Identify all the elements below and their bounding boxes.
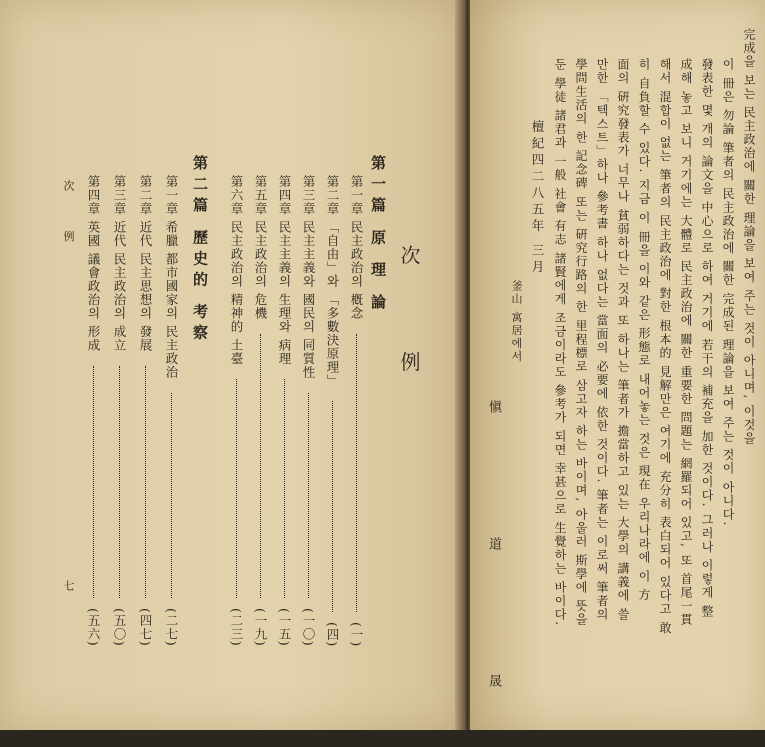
leader-dots (119, 366, 120, 598)
toc-page: (一九) (253, 608, 268, 647)
part2-title: 第二篇 歷史的 考察 (191, 155, 209, 346)
toc-page: (五〇) (112, 608, 127, 647)
toc-page: (一〇) (301, 608, 316, 647)
toc-entry-2-4 (84, 175, 102, 647)
toc-chapter: 第五章 民主政治의 危機 (253, 175, 268, 320)
leader-dots (284, 379, 285, 598)
preface-line-10: 둔 學徒 諸君과 一般 社會 有志 諸賢에게 조금이라도 參考가 되면 幸甚으로 生覺하는 바이다. (553, 58, 567, 627)
preface-author: 愼 道 晟 (486, 400, 501, 747)
running-head: 次 例 (62, 180, 75, 260)
toc-entry-1-3 (299, 175, 317, 647)
right-page (470, 0, 765, 747)
toc-page: (二三) (229, 608, 244, 647)
preface-line-3: 發表한 몇 개의 論文을 中心으로 하여 거기에 若干의 補充을 加한 것이다. 그러나 이렇게 整 (700, 58, 714, 619)
leader-dots (236, 379, 237, 598)
toc-entry-1-1 (347, 175, 365, 647)
leader-dots (93, 366, 94, 598)
toc-chapter: 第一章 希臘 都市國家의 民主政治 (164, 175, 179, 379)
toc-chapter: 第四章 英國 議會政治의 形成 (86, 175, 101, 352)
toc-title: 次 例 (397, 245, 421, 412)
toc-page: (四七) (138, 608, 153, 647)
leader-dots (332, 401, 333, 611)
preface-line-4: 成해 놓고 보니 거기에는 大體로 民主政治에 關한 重要한 問題는 網羅되어 있고, 또 首尾一貫 (679, 58, 693, 627)
preface-place: 釜山 寓居에서 (510, 280, 523, 364)
toc-page: (一) (349, 621, 364, 647)
toc-page: (二七) (164, 608, 179, 647)
preface-line-9: 學問生活의 한 記念碑 또는 硏究行路의 한 里程標로 삼고자 하는 바이며, 아울러 斯學에 뜻을 (574, 58, 588, 627)
toc-chapter: 第四章 民主主義의 生理와 病理 (277, 175, 292, 366)
leader-dots (145, 366, 146, 598)
preface-line-7: 面의 硏究發表가 너무나 貧弱하다는 것과 또 하나는 筆者가 擔當하고 있는 大學의 講義에 쓸 (616, 58, 630, 622)
preface-line-8: 만한 「텍스트」하나 參考書 하나 없다는 當面의 必要에 依한 것이다. 筆者는 이로써 筆者의 (595, 58, 609, 622)
leader-dots (308, 393, 309, 598)
preface-line-6: 히 自負할 수 있다. 지금 이 冊을 이와 같은 形態로 내어놓는 것은 現在 우리나라에 이 方 (637, 58, 651, 603)
preface-line-2: 이 冊은 勿論 筆者의 民主政治에 關한 完成된 理論을 보여 주는 것이 아니다. (721, 58, 735, 527)
preface-line-1: 完成을 보는 民主政治에 關한 理論을 보여 주는 것이 아니며, 이것을 (742, 28, 756, 446)
toc-entry-1-2 (323, 175, 341, 647)
toc-entry-1-5 (251, 175, 269, 647)
toc-chapter: 第二章 近代 民主思想의 發展 (138, 175, 153, 352)
preface-line-5: 해서 混합이 없는 筆者의 民主政治에 對한 根本的 見解만은 여기에 充分히 表白되어 있다고 敢 (658, 58, 672, 635)
preface-date: 檀紀四二八五年 三月 (530, 120, 545, 277)
leader-dots (260, 334, 261, 598)
toc-chapter: 第三章 近代 民主政治의 成立 (112, 175, 127, 352)
leader-dots (171, 393, 172, 598)
toc-entry-1-4 (275, 175, 293, 647)
toc-page: (四) (325, 621, 340, 647)
toc-page: (五六) (86, 608, 101, 647)
page-number: 七 (62, 580, 75, 591)
toc-page: (一五) (277, 608, 292, 647)
toc-entry-2-3 (110, 175, 128, 647)
toc-chapter: 第二章 「自由」와 「多數決原理」 (325, 175, 340, 388)
toc-chapter: 第三章 民主主義와 國民의 同質性 (301, 175, 316, 379)
toc-chapter: 第一章 民主政治의 槪念 (349, 175, 364, 320)
toc-entry-2-1 (162, 175, 180, 647)
leader-dots (356, 334, 357, 612)
toc-chapter: 第六章 民主政治의 精神的 土臺 (229, 175, 244, 366)
toc-entry-1-6 (227, 175, 245, 647)
part1-title: 第一篇 原 理 論 (369, 155, 387, 315)
toc-entry-2-2 (136, 175, 154, 647)
